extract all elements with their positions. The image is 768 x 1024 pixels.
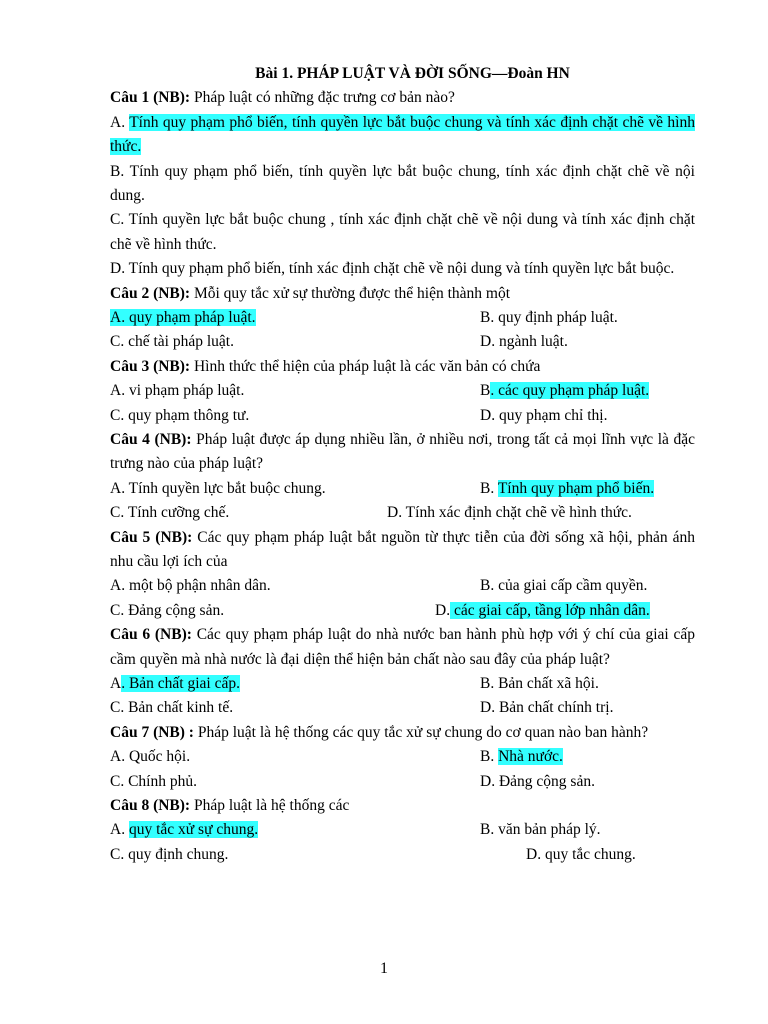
question-label: Câu 2 (NB):: [110, 284, 191, 302]
option-1a: A. Tính quy phạm phổ biến, tính quyền lực bắt buộc chung và tính xác định chặt chẽ về hình thức.: [110, 113, 695, 156]
options-row: [110, 745, 695, 769]
question-label: Câu 6 (NB):: [110, 626, 192, 644]
highlighted-answer: . Bản chất giai cấp.: [121, 675, 240, 693]
question-8: [110, 794, 695, 818]
question-label: Câu 1 (NB):: [110, 89, 191, 107]
question-text: Mỗi quy tắc xử sự thường được thể hiện thành một: [193, 284, 511, 302]
question-label: Câu 3 (NB):: [110, 357, 191, 375]
option-6b: B. Bản chất xã hội.: [480, 675, 599, 693]
option-7c: C. Chính phủ.: [110, 772, 197, 790]
options-row: [110, 306, 695, 330]
option-7b: B. Nhà nước.: [480, 748, 563, 766]
option-7d: D. Đảng cộng sản.: [480, 772, 595, 790]
option-4a: A. Tính quyền lực bắt buộc chung.: [110, 479, 326, 497]
question-3: [110, 355, 695, 379]
question-text: Pháp luật là hệ thống các quy tắc xử sự chung do cơ quan nào ban hành?: [197, 723, 649, 741]
option-3c: C. quy phạm thông tư.: [110, 406, 250, 424]
option-1b: B. Tính quy phạm phổ biến, tính quyền lực bắt buộc chung, tính xác định chặt chẽ về nội dung.: [110, 162, 695, 205]
highlighted-answer: Nhà nước.: [498, 748, 563, 766]
question-6: [110, 623, 695, 672]
highlighted-answer: các giai cấp, tầng lớp nhân dân.: [450, 601, 650, 619]
question-text: Các quy phạm pháp luật do nhà nước ban hành phù hợp với ý chí của giai cấp cầm quyền mà nhà nước là đại diện thể hiện bản chất nào sau đây của pháp luật?: [110, 626, 695, 668]
options-row: [110, 379, 695, 403]
option-7a: A. Quốc hội.: [110, 748, 191, 766]
options-row: [110, 696, 695, 720]
highlighted-answer: Tính quy phạm phổ biến, tính quyền lực bắt buộc chung và tính xác định chặt chẽ về hình thức.: [110, 113, 695, 156]
option-6c: C. Bản chất kinh tế.: [110, 699, 234, 717]
options-row: [110, 599, 695, 623]
option-8b: B. văn bản pháp lý.: [480, 821, 601, 839]
question-text: Các quy phạm pháp luật bắt nguồn từ thực tiễn của đời sống xã hội, phản ánh nhu cầu lợi ích của: [110, 528, 695, 571]
options-row: [110, 574, 695, 598]
question-5: [110, 526, 695, 575]
option-3b: B. các quy phạm pháp luật.: [480, 382, 650, 400]
question-label: Câu 7 (NB) :: [110, 723, 194, 741]
option-8c: C. quy định chung.: [110, 845, 229, 863]
options-row: [110, 330, 695, 354]
question-7: [110, 721, 695, 745]
option-4b: B. Tính quy phạm phổ biến.: [480, 479, 655, 497]
option-1d: D. Tính quy phạm phổ biến, tính xác định chặt chẽ về nội dung và tính quyền lực bắt buộc.: [110, 260, 675, 278]
option-8d: D. quy tắc chung.: [526, 845, 636, 863]
page-number: 1: [380, 960, 388, 977]
highlighted-answer: . các quy phạm pháp luật.: [490, 382, 650, 400]
question-text: Hình thức thể hiện của pháp luật là các văn bản có chứa: [193, 357, 541, 375]
options-row: [110, 770, 695, 794]
document-title: Bài 1. PHÁP LUẬT VÀ ĐỜI SỐNG—Đoàn HN: [255, 65, 570, 82]
question-text: Pháp luật được áp dụng nhiều lần, ở nhiều nơi, trong tất cả mọi lĩnh vực là đặc trưng nào của pháp luật?: [110, 431, 696, 473]
option-3d: D. quy phạm chỉ thị.: [480, 406, 608, 424]
question-4: [110, 428, 695, 477]
option-5c: C. Đảng cộng sản.: [110, 601, 225, 619]
option-2d: D. ngành luật.: [480, 333, 568, 351]
option-6a: A. Bản chất giai cấp.: [110, 675, 240, 693]
option-6d: D. Bản chất chính trị.: [480, 699, 614, 717]
question-label: Câu 4 (NB):: [110, 431, 192, 449]
options-row: [110, 477, 695, 501]
options-row: [110, 843, 695, 867]
question-text: Pháp luật có những đặc trưng cơ bản nào?: [193, 89, 455, 107]
option-5d: D. các giai cấp, tầng lớp nhân dân.: [435, 601, 650, 619]
option-2c: C. chế tài pháp luật.: [110, 333, 234, 351]
option-5a: A. một bộ phận nhân dân.: [110, 577, 271, 595]
option-4d: D. Tính xác định chặt chẽ về hình thức.: [387, 504, 632, 522]
option-4c: C. Tính cưỡng chế.: [110, 504, 230, 522]
option-2a: A. quy phạm pháp luật.: [110, 309, 256, 327]
highlighted-answer: Tính quy phạm phổ biến.: [497, 479, 655, 497]
option-2b: B. quy định pháp luật.: [480, 309, 618, 327]
highlighted-answer: quy tắc xử sự chung.: [128, 821, 259, 839]
question-label: Câu 8 (NB):: [110, 797, 191, 814]
options-row: [110, 672, 695, 696]
options-row: [110, 501, 695, 525]
options-row: [110, 404, 695, 428]
option-1c: C. Tính quyền lực bắt buộc chung , tính xác định chặt chẽ về nội dung và tính xác định chặt chẽ về hình thức.: [110, 211, 696, 253]
document-page: [110, 62, 695, 867]
option-3a: A. vi phạm pháp luật.: [110, 382, 245, 400]
option-8a: A. quy tắc xử sự chung.: [110, 821, 259, 839]
highlighted-answer: quy phạm pháp luật.: [128, 309, 256, 327]
question-1: [110, 86, 695, 110]
options-row: [110, 818, 695, 842]
option-5b: B. của giai cấp cầm quyền.: [480, 577, 648, 595]
question-2: [110, 282, 695, 306]
question-text: Pháp luật là hệ thống các: [193, 797, 350, 814]
question-label: Câu 5 (NB):: [110, 528, 193, 546]
